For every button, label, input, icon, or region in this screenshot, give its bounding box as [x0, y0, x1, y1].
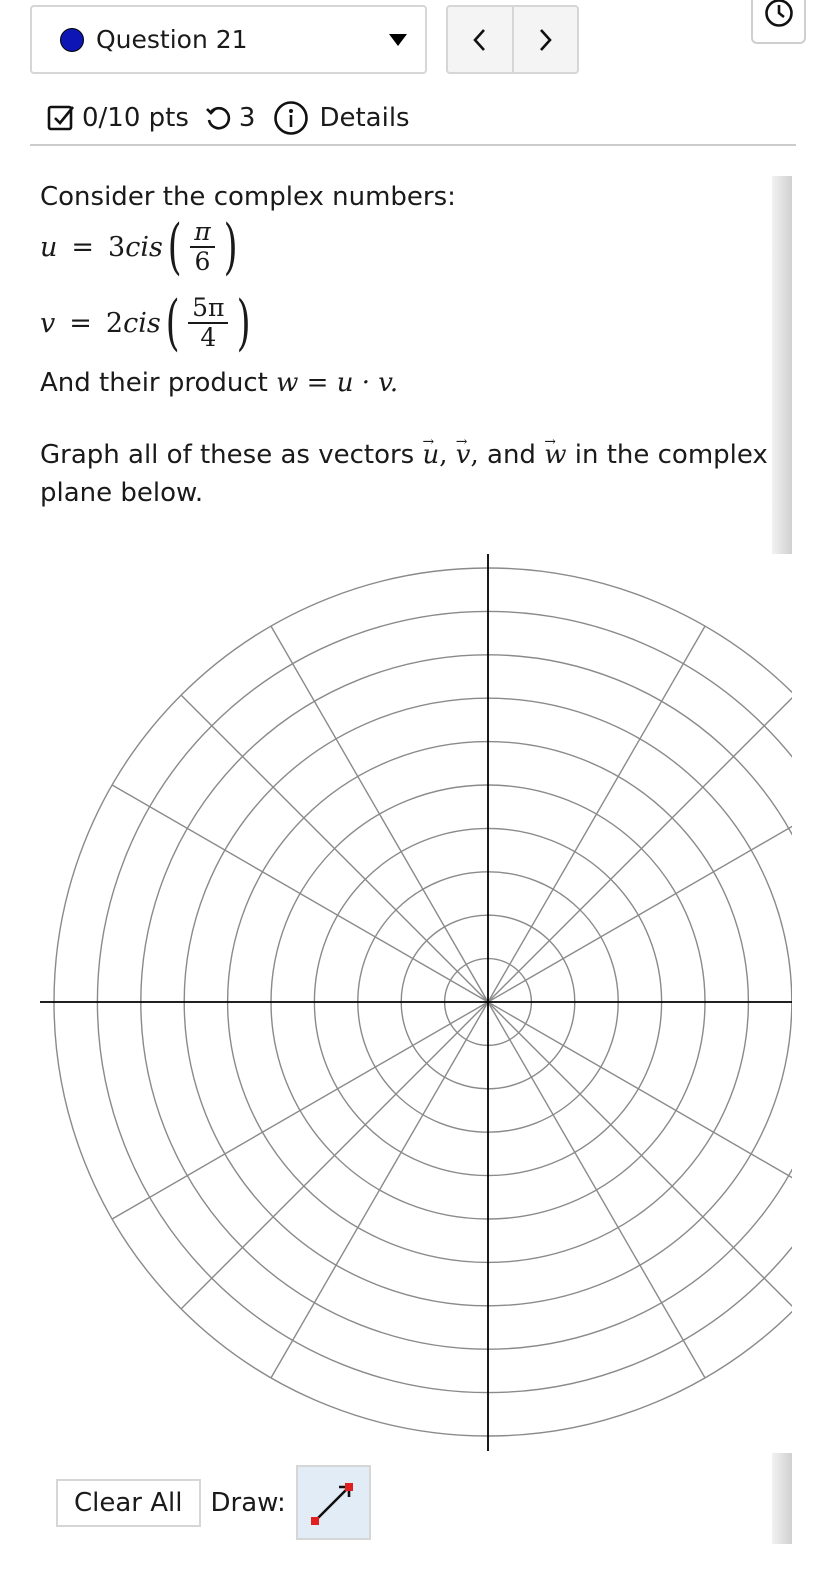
timer-button[interactable] [751, 0, 806, 44]
clear-all-button[interactable]: Clear All [56, 1479, 201, 1527]
polar-spoke [271, 1002, 488, 1378]
scrollbar-track[interactable] [772, 176, 792, 554]
product-line: And their product w = u · v. [40, 368, 399, 398]
clock-icon [764, 0, 794, 28]
checkbox-icon [46, 103, 76, 133]
details-label: Details [319, 103, 410, 133]
question-intro: Consider the complex numbers: [40, 182, 456, 212]
chevron-left-icon [471, 27, 489, 53]
next-question-button[interactable] [512, 7, 578, 72]
polar-spoke [488, 695, 792, 1002]
polar-spoke [181, 695, 488, 1002]
polar-graph-canvas[interactable] [0, 550, 792, 1455]
caret-down-icon [389, 34, 407, 46]
vector-draw-tool-button[interactable] [296, 1465, 371, 1540]
scrollbar-track-lower[interactable] [772, 1453, 792, 1544]
info-icon [273, 100, 309, 136]
question-nav [446, 5, 579, 74]
polar-spoke [112, 785, 488, 1002]
question-status-row [46, 96, 410, 140]
polar-spoke [488, 1002, 792, 1309]
polar-spoke [488, 1002, 705, 1378]
chevron-right-icon [536, 27, 554, 53]
attempts-count: 3 [238, 103, 256, 133]
question-status-dot [60, 28, 84, 52]
draw-label: Draw: [210, 1487, 286, 1518]
details-button[interactable] [273, 100, 409, 136]
score-text: 0/10 pts [82, 103, 189, 133]
polar-spoke [181, 1002, 488, 1309]
vector-draw-icon [307, 1477, 359, 1529]
formula-v: v = 2 cis ( $\frac{5\pi}{4}$ ) [40, 288, 252, 358]
instruction-text: Graph all of these as vectors → u, → v, and → w in the complex plane below. [40, 436, 770, 512]
header-divider [30, 144, 796, 146]
graph-toolbar [56, 1465, 371, 1540]
question-select-label: Question 21 [96, 25, 248, 54]
formula-u: u = 3 cis ( $\frac{\pi}{6}$ ) [40, 212, 238, 282]
polar-spoke [112, 1002, 488, 1219]
prev-question-button[interactable] [448, 7, 512, 72]
question-select[interactable] [30, 5, 427, 74]
polar-spoke [271, 626, 488, 1002]
polar-spoke [488, 626, 705, 1002]
retry-icon [203, 103, 233, 133]
